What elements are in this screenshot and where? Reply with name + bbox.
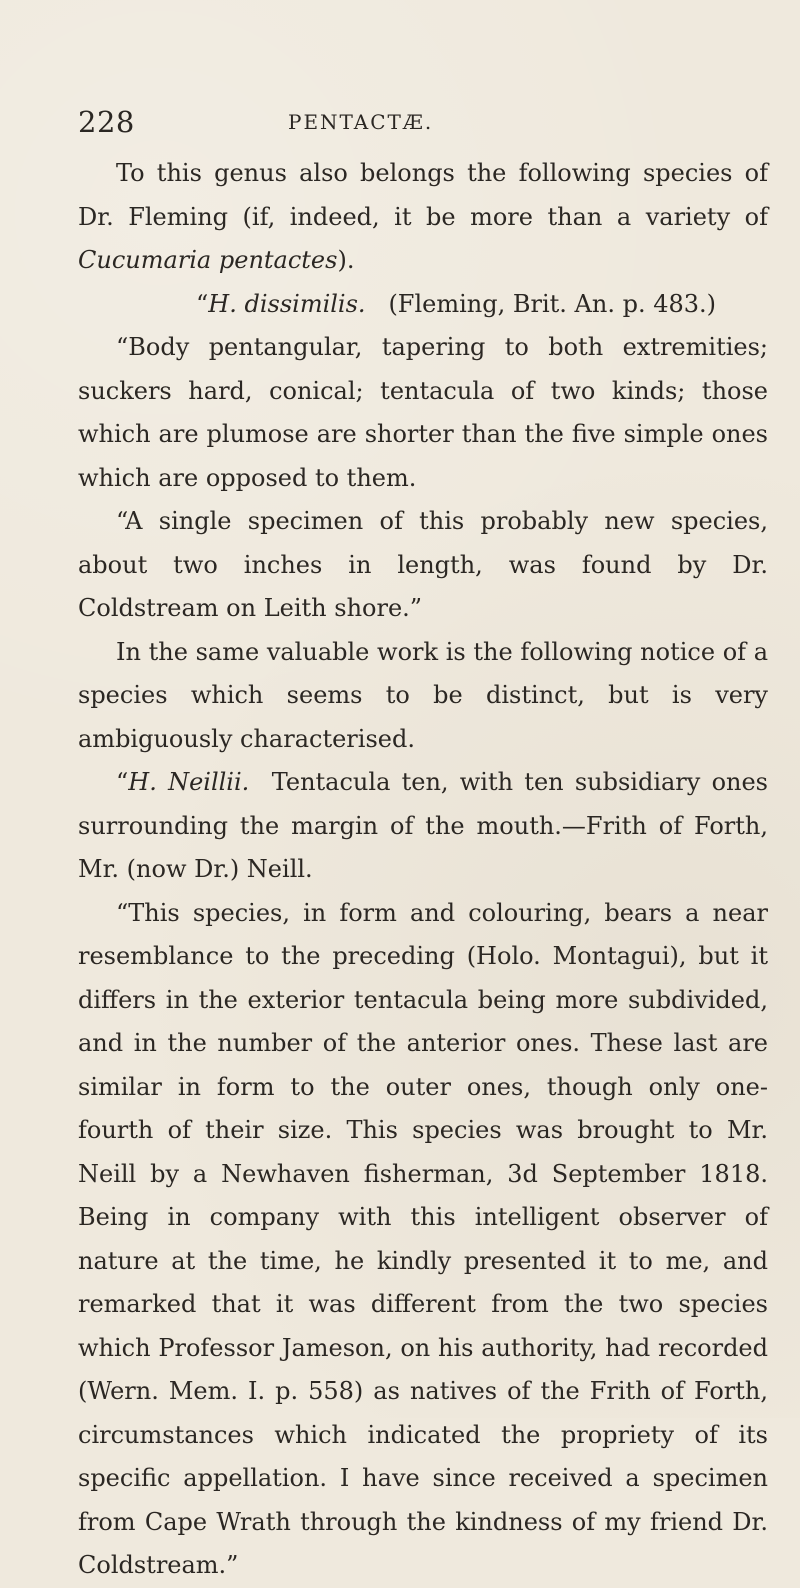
- paragraph-description: “Body pentangular, tapering to both extremities; suckers hard, conical; tentacula of two kinds; those which are plumose are shorter than the five simple ones which are opposed to them.: [78, 333, 768, 492]
- paragraph-intro-text: To this genus also belongs the following species of Dr. Fleming (if, indeed, it be more than a variety of: [78, 159, 768, 231]
- species-text-neillii: Tentacula ten, with ten subsidiary ones surrounding the margin of the mouth.—Frith of Forth, Mr. (now Dr.) Neill.: [78, 768, 768, 883]
- paragraph-quote: “This species, in form and colouring, bears a near resemblance to the preceding (Holo. Montagui), but it differs in the exterior tentacula being more subdivided, and in the number of the anterior ones. These last are similar in form to the outer ones, though only one-fourth of their size. This species was brought to Mr. Neill by a Newhaven fisherman, 3d September 1818. Being in company with this intelligent observer of nature at the time, he kindly presented it to me, and remarked that it was different from the two species which Professor Jameson, on his authority, had recorded (Wern. Mem. I. p. 558) as natives of the Frith of Forth, circumstances which indicated the propriety of its specific appellation. I have since received a specimen from Cape Wrath through the kindness of my friend Dr. Coldstream.”: [78, 898, 768, 1579]
- genus-name: Cucumaria pentactes: [78, 246, 338, 274]
- paragraph-intro-end: ).: [337, 246, 355, 274]
- page-content: [78, 152, 768, 1588]
- quote-mark-neillii: “: [116, 768, 129, 796]
- paragraph-neillii: [78, 761, 768, 892]
- species-citation-dissimilis: (Fleming, Brit. An. p. 483.): [388, 289, 716, 318]
- page-number: 228: [78, 105, 135, 139]
- paragraph-intro: [78, 152, 768, 283]
- running-head: PENTACTÆ.: [288, 110, 434, 134]
- quote-mark: “: [196, 289, 209, 318]
- species-heading-dissimilis: [78, 283, 768, 327]
- species-name-dissimilis: H. dissimilis.: [208, 289, 366, 318]
- page-header: [78, 102, 722, 142]
- paragraph-notice: In the same valuable work is the following notice of a species which seems to be distinct, but is very ambiguously characterised.: [78, 637, 768, 753]
- paragraph-specimen: “A single specimen of this probably new species, about two inches in length, was found by Dr. Coldstream on Leith shore.”: [78, 507, 768, 622]
- species-name-neillii: H. Neillii.: [128, 768, 250, 796]
